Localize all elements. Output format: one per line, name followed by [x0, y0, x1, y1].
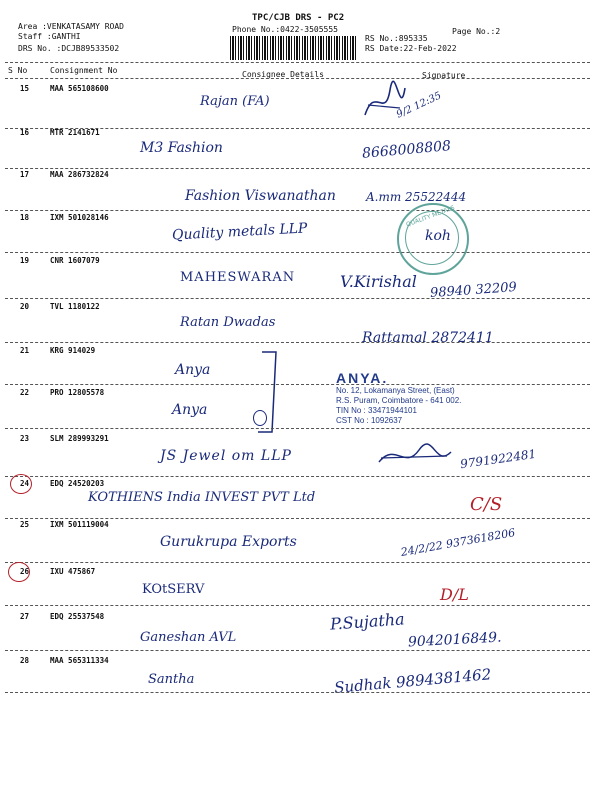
divider [5, 562, 590, 563]
staff-label: Staff :GANTHI [18, 32, 81, 41]
divider [5, 252, 590, 253]
status-note: C/S [470, 494, 503, 515]
row-sno: 23 [20, 434, 30, 443]
consignee-name: KOTHIENS India INVEST PVT Ltd [88, 490, 316, 505]
row-consignment: TVL 1180122 [50, 302, 100, 311]
divider [5, 168, 590, 169]
consignee-name: Gurukrupa Exports [160, 534, 297, 550]
row-sno: 15 [20, 84, 30, 93]
row-sno: 16 [20, 128, 30, 137]
phone-number: Phone No.:0422-3505555 [232, 25, 338, 34]
row-consignment: IXM 501119004 [50, 520, 109, 529]
stamp-cst: CST No : 1092637 [336, 416, 403, 425]
signature-note: 98940 32209 [429, 279, 518, 302]
consignee-name: Ganeshan AVL [140, 630, 237, 645]
row-consignment: MTR 2141671 [50, 128, 100, 137]
area-label: Area :VENKATASAMY ROAD [18, 22, 124, 31]
row-consignment: IXM 501028146 [50, 213, 109, 222]
status-note: D/L [440, 585, 469, 604]
consignee-name: Quality metals LLP [171, 220, 308, 244]
col-consignee: Consignee Details [242, 70, 324, 79]
row-sno: 28 [20, 656, 30, 665]
consignee-name: Fashion Viswanathan [185, 188, 336, 204]
page-number: Page No.:2 [452, 27, 501, 36]
consignee-name: Anya [172, 402, 208, 418]
row-sno: 25 [20, 520, 30, 529]
consignee-name: M3 Fashion [140, 140, 223, 156]
row-consignment: SLM 289993291 [50, 434, 109, 443]
col-signature: Signature [422, 71, 466, 80]
consignee-name: KOtSERV [142, 582, 205, 597]
signature: V.Kirishal [340, 272, 417, 291]
row-sno: 26 [20, 567, 30, 576]
signature: A.mm 25522444 [366, 190, 467, 204]
divider [5, 605, 590, 606]
row-sno: 21 [20, 346, 30, 355]
signature-note: 9042016849. [407, 629, 502, 651]
row-consignment: EDQ 24520203 [50, 479, 105, 488]
rs-date: RS Date:22-Feb-2022 [365, 44, 457, 53]
divider [5, 342, 590, 343]
row-sno: 17 [20, 170, 30, 179]
row-consignment: KRG 914029 [50, 346, 96, 355]
round-stamp-text: QUALITY METALS [405, 204, 456, 229]
signature: Rattamal 2872411 [362, 330, 494, 346]
row-consignment: IXU 475867 [50, 567, 96, 576]
row-consignment: MAA 286732824 [50, 170, 109, 179]
signature: 9791922481 [459, 446, 537, 472]
stamp-name: ANYA. [336, 370, 389, 386]
barcode [230, 36, 358, 60]
rs-number: RS No.:895335 [365, 34, 428, 43]
consignee-name: JS Jewel om LLP [160, 448, 292, 464]
divider [5, 476, 590, 477]
consignee-name: MAHESWARAN [180, 270, 296, 285]
signature-note: 9/2 12:35 [394, 90, 444, 121]
consignee-name: Ratan Dwadas [180, 315, 276, 330]
divider [5, 518, 590, 519]
row-consignment: MAA 565108600 [50, 84, 109, 93]
row-sno: 18 [20, 213, 30, 222]
consignee-name: Santha [148, 672, 195, 687]
stamp-city: R.S. Puram, Coimbatore - 641 002. [336, 396, 462, 405]
consignee-name: Anya [175, 362, 211, 378]
row-sno: 27 [20, 612, 30, 621]
signature-scribble [375, 440, 455, 475]
divider [5, 384, 590, 385]
signature: 24/2/22 9373618206 [399, 526, 517, 559]
row-sno: 20 [20, 302, 30, 311]
col-sno: S No [8, 66, 28, 75]
signature: koh [425, 228, 451, 244]
divider [5, 78, 590, 79]
divider [5, 428, 590, 429]
company-stamp [336, 370, 546, 426]
divider [5, 650, 590, 651]
row-consignment: EDQ 25537548 [50, 612, 105, 621]
signature: P.Sujatha [329, 609, 406, 634]
divider [5, 210, 590, 211]
signature: 8668008808 [361, 138, 452, 162]
stamp-address: No. 12, Lokamanya Street, (East) [336, 386, 455, 395]
initial-mark [253, 410, 267, 426]
row-sno: 22 [20, 388, 30, 397]
signature: Sudhak 9894381462 [333, 665, 492, 697]
stamp-tin: TIN No : 33471944101 [336, 406, 417, 415]
row-sno: 24 [20, 479, 30, 488]
consignee-name: Rajan (FA) [200, 94, 270, 109]
row-consignment: PRO 12805578 [50, 388, 105, 397]
divider [5, 298, 590, 299]
col-consignment: Consignment No [50, 66, 118, 75]
row-sno: 19 [20, 256, 30, 265]
row-consignment: CNR 1607079 [50, 256, 100, 265]
drs-number: DRS No. :DCJB89533502 [18, 44, 120, 53]
divider [5, 692, 590, 693]
row-consignment: MAA 565311334 [50, 656, 109, 665]
document-title: TPC/CJB DRS - PC2 [252, 13, 345, 23]
signature-scribble [360, 80, 410, 125]
divider [5, 62, 590, 63]
